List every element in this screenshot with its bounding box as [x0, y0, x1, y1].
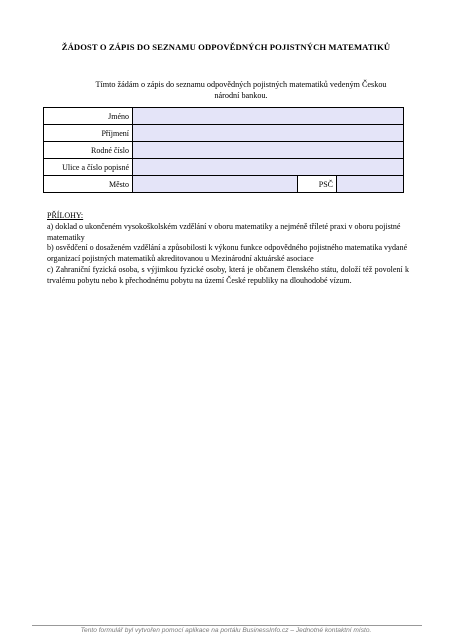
footer-text: Tento formulář byl vytvořen pomocí aplikace na portálu BusinessInfo.cz – Jednotné kontaktní místo. — [80, 627, 372, 634]
field-label-psc: PSČ — [298, 176, 337, 193]
form-row-mesto — [44, 176, 404, 193]
applicant-form-table — [43, 107, 404, 193]
intro-line-1: Tímto žádám o zápis do seznamu odpovědných pojistných matematiků vedeným Českou — [95, 80, 387, 89]
form-row-prijmeni — [44, 125, 404, 142]
footer-divider — [32, 625, 422, 626]
ulice-field[interactable] — [133, 159, 404, 176]
form-row-jmeno — [44, 108, 404, 125]
document-title: ŽÁDOST O ZÁPIS DO SEZNAMU ODPOVĚDNÝCH POJISTNÝCH MATEMATIKŮ — [61, 42, 391, 52]
mesto-field[interactable] — [133, 176, 298, 193]
attachments-heading: PŘÍLOHY: — [47, 211, 84, 220]
field-label-rodne-cislo: Rodné číslo — [44, 142, 133, 159]
field-label-ulice: Ulice a číslo popisné — [44, 159, 133, 176]
form-row-ulice — [44, 159, 404, 176]
field-label-jmeno: Jméno — [44, 108, 133, 125]
prijmeni-field[interactable] — [133, 125, 404, 142]
attachments-section — [47, 211, 409, 287]
jmeno-field[interactable] — [133, 108, 404, 125]
attachment-item-c: c) Zahraniční fyzická osoba, s výjimkou fyzické osoby, která je občanem členského státu, doloží též povolení k trvalému pobytu nebo k přechodnému pobytu na území České republiky na dlouhodobé vízum. — [47, 264, 409, 285]
intro-text — [66, 79, 416, 101]
attachment-item-b: b) osvědčení o dosaženém vzdělání a způsobilosti k výkonu funkce odpovědného pojistného matematika vydané organizací pojistných matematiků akreditovanou u Mezinárodní aktuárské asociace — [47, 243, 408, 264]
psc-field[interactable] — [337, 176, 404, 193]
field-label-mesto: Město — [44, 176, 133, 193]
field-label-prijmeni: Příjmení — [44, 125, 133, 142]
attachment-item-a: a) doklad o ukončeném vysokoškolském vzdělání v oboru matematiky a nejméně tříleté praxi v oboru pojistné matematiky — [47, 221, 401, 242]
intro-line-2: národní bankou. — [214, 91, 268, 100]
form-row-rodne-cislo — [44, 142, 404, 159]
rodne-cislo-field[interactable] — [133, 142, 404, 159]
